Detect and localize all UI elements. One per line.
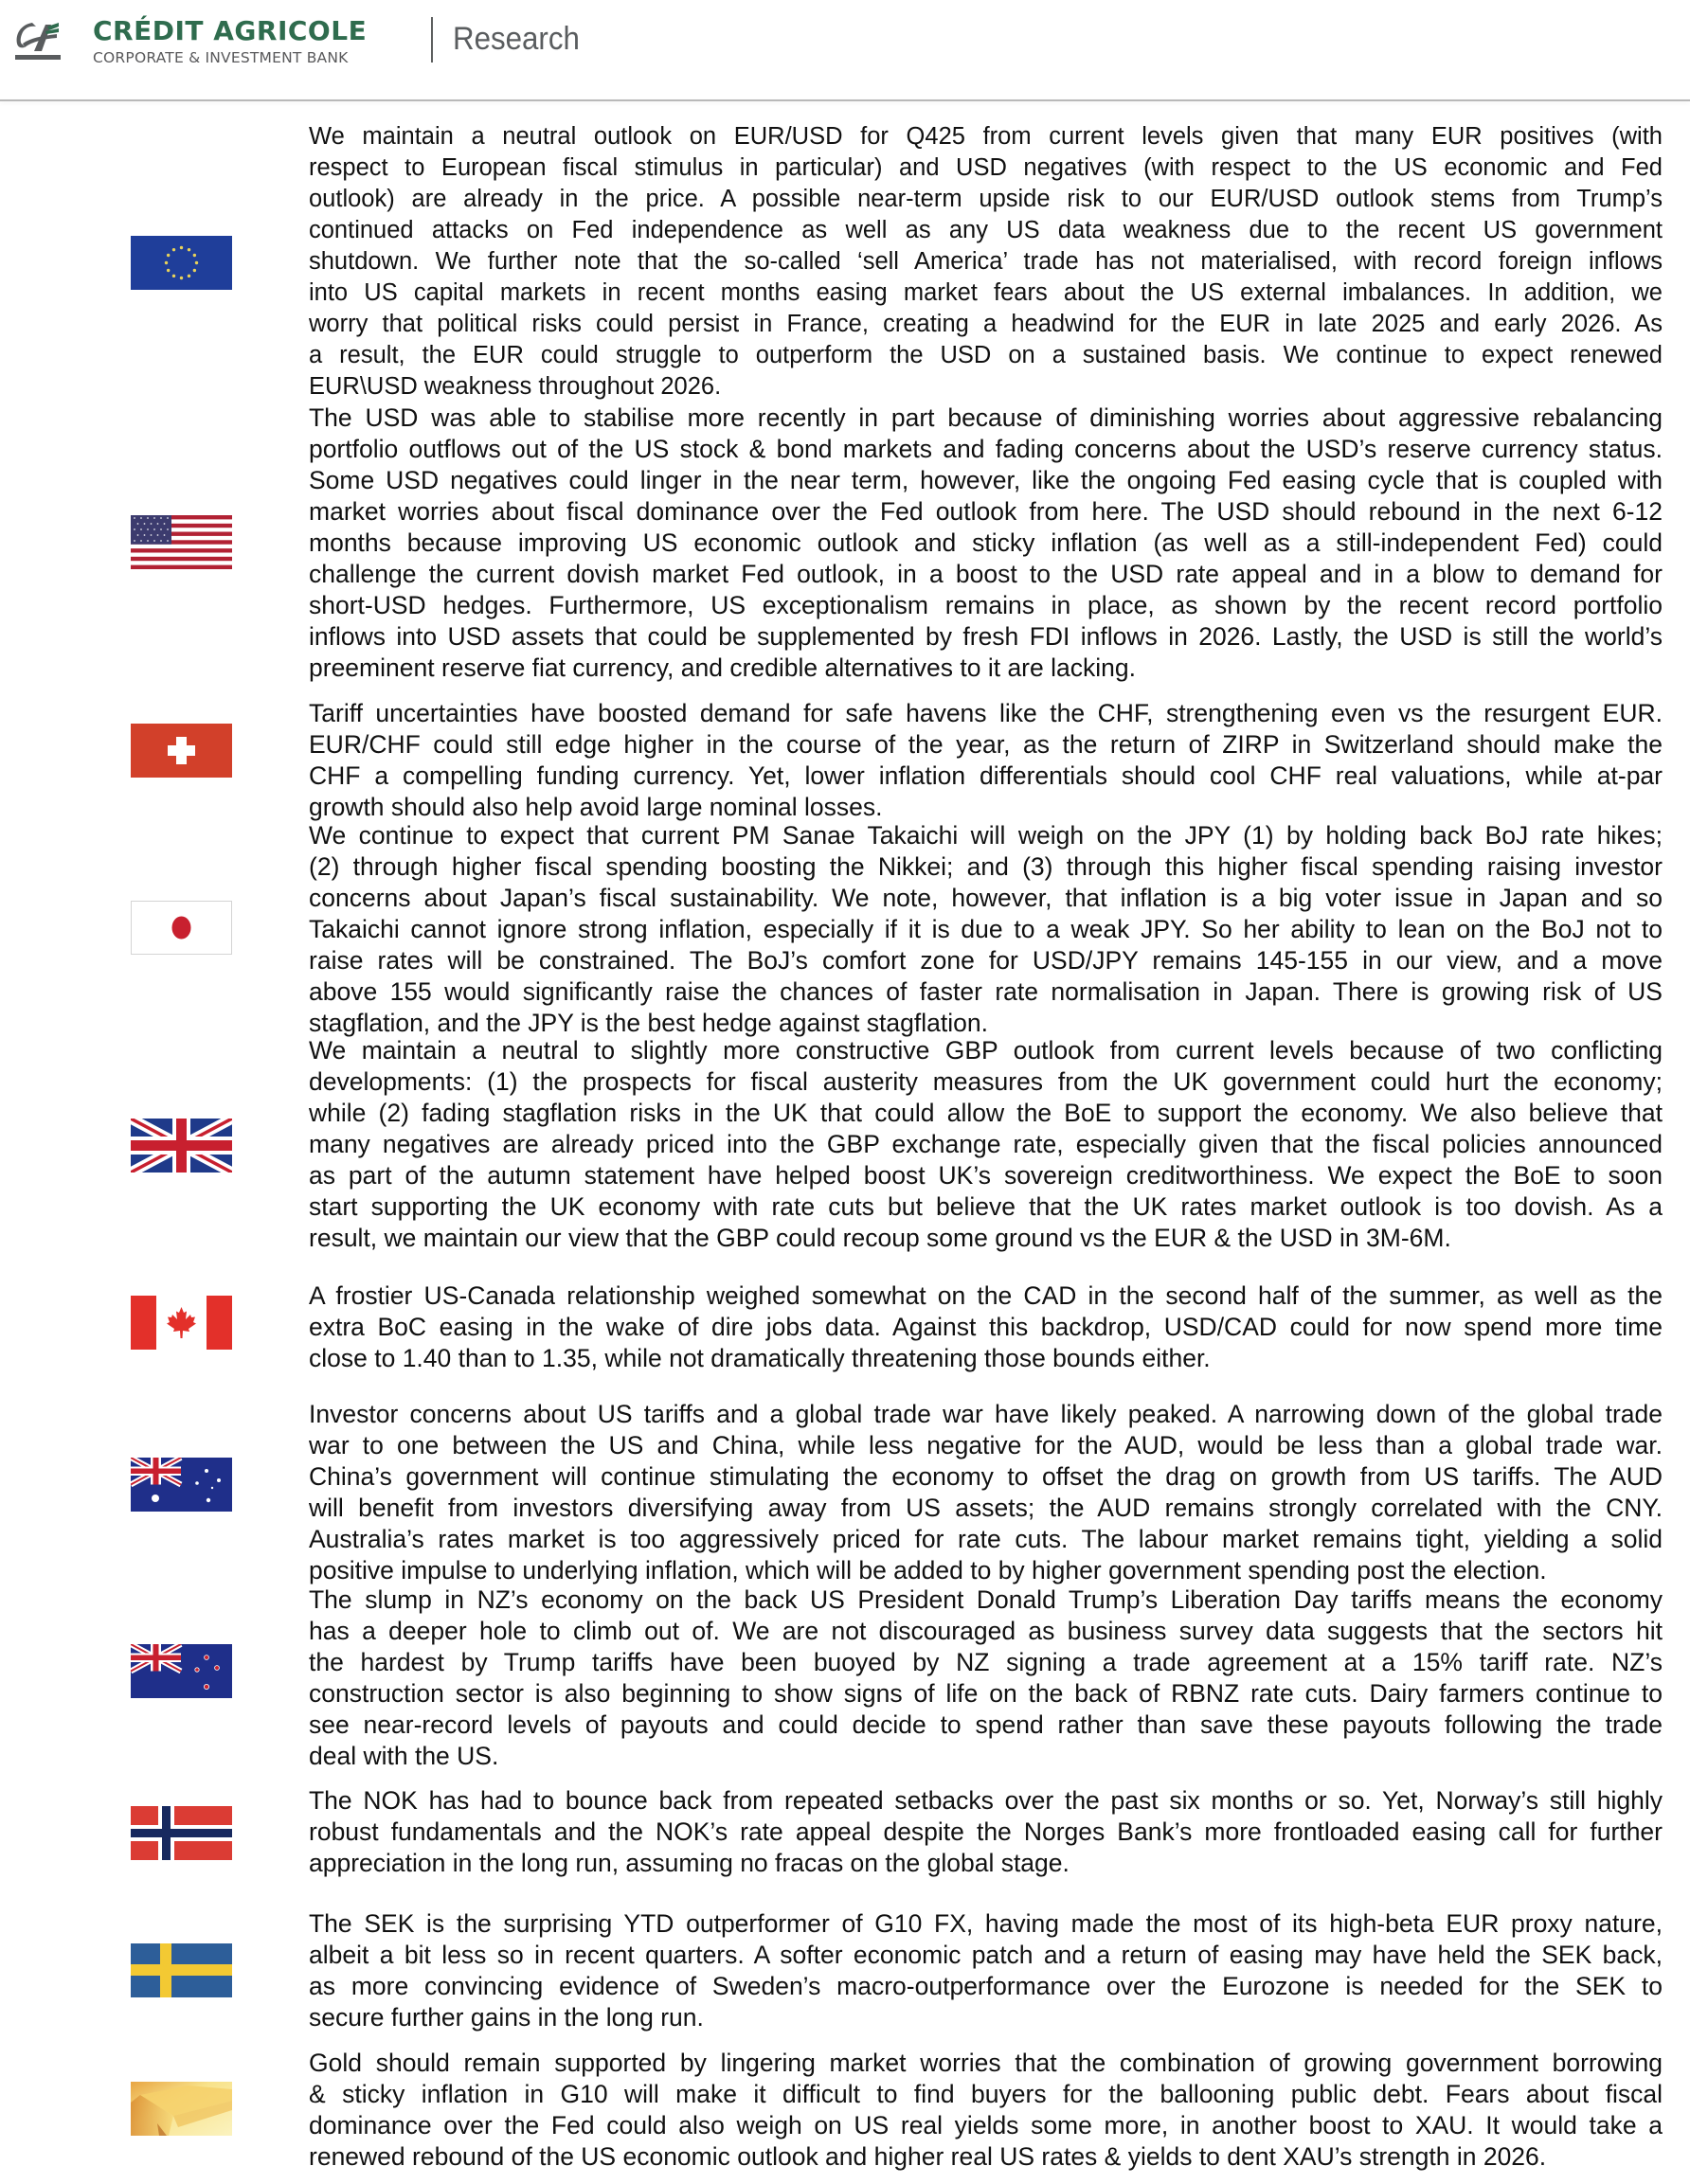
paragraph-line [309, 1848, 1663, 1879]
outlook-paragraph [309, 121, 1663, 403]
eu-star-icon [165, 261, 168, 264]
line-text: construction sector is also beginning to show signs of life on the back of RBNZ rate cuts. Dairy farmers continue to [309, 1679, 1663, 1708]
paragraph-line [309, 152, 1663, 184]
line-text: result, we maintain our view that the GBP could recoup some ground vs the EUR & the USD in 3M-6M. [309, 1224, 1451, 1252]
line-text: while (2) fading stagflation risks in the UK that could allow the BoE to support the economy. We also believe that [309, 1099, 1663, 1127]
paragraph-line [309, 434, 1663, 465]
line-text: albeit a bit less so in recent quarters. A softer economic patch and a return of easing may have held the SEK back, [309, 1941, 1663, 1969]
line-text: appreciation in the long run, assuming no fracas on the global stage. [309, 1849, 1070, 1877]
header-rule [0, 99, 1690, 101]
line-text: We maintain a neutral outlook on EUR/USD for Q425 from current levels given that many EUR positives (with [309, 123, 1663, 150]
paragraph-line [309, 465, 1663, 496]
line-text: The slump in NZ’s economy on the back US President Donald Trump’s Liberation Day tariffs means the economy [309, 1585, 1663, 1614]
paragraph-line [309, 1035, 1663, 1066]
line-text: respect to European fiscal stimulus in particular) and USD negatives (with respect to the US economic and Fed [309, 154, 1663, 181]
norway-flag-icon [131, 1806, 232, 1860]
credit-agricole-logo-icon [13, 19, 61, 63]
paragraph-line [309, 1741, 1663, 1772]
line-text: Investor concerns about US tariffs and a global trade war have likely peaked. A narrowing down of the global trade [309, 1400, 1663, 1428]
sweden-flag-icon [131, 1943, 232, 1997]
line-text: & sticky inflation in G10 will make it difficult to find buyers for the ballooning public debt. Fears about fiscal [309, 2080, 1663, 2108]
line-text: a result, the EUR could struggle to outperform the USD on a sustained basis. We continue to expect renewed [309, 342, 1663, 368]
brand-name: CRÉDIT AGRICOLE [93, 15, 368, 46]
line-text: dominance over the Fed could also weigh on US real yields some more, in another boost to XAU. It would take a [309, 2111, 1663, 2139]
paragraph-line [309, 1647, 1663, 1678]
paragraph-line [309, 1312, 1663, 1343]
paragraph-line [309, 653, 1663, 684]
line-text: portfolio outflows out of the US stock & bond markets and fading concerns about the USD’s reserve currency status. [309, 435, 1663, 463]
paragraph-line [309, 215, 1663, 246]
eu-star-icon [195, 261, 198, 264]
paragraph-line [309, 1343, 1663, 1374]
line-text: inflows into USD assets that could be supplemented by fresh FDI inflows in 2026. Lastly, the USD is still the world’s [309, 622, 1663, 651]
line-text: many negatives are already priced into the GBP exchange rate, especially given that the fiscal policies announced [309, 1130, 1663, 1158]
paragraph-line [309, 1524, 1663, 1555]
paragraph-line [309, 2048, 1663, 2079]
paragraph-line [309, 1280, 1663, 1312]
new-zealand-flag-icon [131, 1644, 232, 1698]
paragraph-line [309, 496, 1663, 528]
line-text: The SEK is the surprising YTD outperformer of G10 FX, having made the most of its high-beta EUR proxy nature, [309, 1909, 1663, 1938]
eu-star-icon [172, 248, 175, 251]
line-text: see near-record levels of payouts and could decide to spend rather than save these payouts following the trade [309, 1710, 1663, 1739]
page-header [0, 0, 1690, 100]
line-text: worry that political risks could persist in France, creating a headwind for the EUR in late 2025 and early 2026. As [309, 311, 1663, 337]
eu-flag-icon [131, 236, 232, 290]
line-text: outlook) are already in the price. A possible near-term upside risk to our EUR/USD outlook stems from Trump’s [309, 186, 1663, 212]
paragraph-line [309, 851, 1663, 883]
line-text: will benefit from investors diversifying away from US assets; the AUD remains strongly correlated with the CNY. [309, 1494, 1663, 1522]
line-text: has a deeper hole to climb out of. We are not discouraged as business survey data suggests that the sectors hit [309, 1617, 1663, 1645]
paragraph-line [309, 528, 1663, 559]
line-text: The NOK has had to bounce back from repeated setbacks over the past six months or so. Yet, Norway’s still highly [309, 1786, 1663, 1815]
swiss-flag-icon [131, 724, 232, 778]
paragraph-line [309, 729, 1663, 761]
line-text: close to 1.40 than to 1.35, while not dramatically threatening those bounds either. [309, 1344, 1211, 1372]
paragraph-line [309, 792, 1663, 823]
paragraph-line [309, 340, 1663, 371]
paragraph-line [309, 1710, 1663, 1741]
outlook-paragraph [309, 1399, 1663, 1586]
paragraph-line [309, 2141, 1663, 2173]
paragraph-line [309, 403, 1663, 434]
paragraph-line [309, 1678, 1663, 1710]
eu-star-icon [193, 269, 196, 272]
us-flag-icon [131, 515, 232, 569]
paragraph-line [309, 1160, 1663, 1191]
line-text: above 155 would significantly raise the chances of faster rate normalisation in Japan. There is growing risk of US [309, 977, 1663, 1006]
line-text: EUR/CHF could still edge higher in the course of the year, as the return of ZIRP in Switzerland should make the [309, 730, 1663, 759]
outlook-paragraph [309, 1584, 1663, 1772]
eu-star-icon [193, 254, 196, 257]
japan-flag-icon [131, 901, 232, 955]
line-text: robust fundamentals and the NOK’s rate appeal despite the Norges Bank’s more frontloaded easing call for further [309, 1817, 1663, 1846]
paragraph-line [309, 698, 1663, 729]
paragraph-line [309, 1066, 1663, 1098]
paragraph-line [309, 1461, 1663, 1493]
line-text: deal with the US. [309, 1742, 499, 1770]
outlook-paragraph [309, 1280, 1663, 1374]
outlook-paragraph [309, 403, 1663, 684]
line-text: into US capital markets in recent months easing market fears about the US external imbalances. In addition, we [309, 279, 1663, 306]
line-text: as part of the autumn statement have helped boost UK’s sovereign creditworthiness. We expect the BoE to soon [309, 1161, 1663, 1190]
eu-star-icon [188, 275, 190, 277]
paragraph-line [309, 1098, 1663, 1129]
paragraph-line [309, 1785, 1663, 1817]
line-text: stagflation, and the JPY is the best hedge against stagflation. [309, 1009, 988, 1037]
header-divider [431, 17, 433, 63]
outlook-paragraph [309, 820, 1663, 1039]
line-text: renewed rebound of the US economic outlook and higher real US rates & yields to dent XAU’s strength in 2026. [309, 2142, 1547, 2171]
line-text: preeminent reserve fiat currency, and credible alternatives to it are lacking. [309, 653, 1136, 682]
line-text: EUR\USD weakness throughout 2026. [309, 373, 722, 400]
paragraph-line [309, 1555, 1663, 1586]
eu-star-icon [180, 277, 183, 279]
line-text: continued attacks on Fed independence as well as any US data weakness due to the recent US government [309, 217, 1663, 243]
paragraph-line [309, 1971, 1663, 2002]
outlook-paragraph [309, 1035, 1663, 1254]
paragraph-line [309, 976, 1663, 1008]
paragraph-line [309, 246, 1663, 277]
canada-flag-icon [131, 1296, 232, 1350]
paragraph-line [309, 1191, 1663, 1223]
line-text: as more convincing evidence of Sweden’s macro-outperformance over the Eurozone is needed for the SEK to [309, 1972, 1663, 2000]
paragraph-line [309, 1129, 1663, 1160]
line-text: China’s government will continue stimulating the economy to offset the drag on growth from US tariffs. The AUD [309, 1462, 1663, 1491]
paragraph-line [309, 820, 1663, 851]
line-text: (2) through higher fiscal spending boosting the Nikkei; and (3) through this higher fiscal spending raising investor [309, 852, 1663, 881]
uk-flag-icon [131, 1119, 232, 1173]
eu-star-icon [172, 275, 175, 277]
brand-subtitle: CORPORATE & INVESTMENT BANK [93, 49, 349, 66]
line-text: growth should also help avoid large nominal losses. [309, 793, 883, 821]
paragraph-line [309, 1584, 1663, 1616]
outlook-paragraph [309, 1785, 1663, 1879]
line-text: Gold should remain supported by lingering market worries that the combination of growing government borrowing [309, 2049, 1663, 2077]
outlook-paragraph [309, 1908, 1663, 2033]
line-text: shutdown. We further note that the so-called ‘sell America’ trade has not materialised, with record foreign inflows [309, 248, 1663, 275]
line-text: secure further gains in the long run. [309, 2003, 704, 2032]
australia-flag-icon [131, 1458, 232, 1512]
paragraph-line [309, 883, 1663, 914]
eu-star-icon [167, 254, 170, 257]
line-text: the hardest by Trump tariffs have been buoyed by NZ signing a trade agreement at a 15% tariff rate. NZ’s [309, 1648, 1663, 1676]
line-text: A frostier US-Canada relationship weighed somewhat on the CAD in the second half of the summer, as well as the [309, 1281, 1663, 1310]
gold-bars-icon [131, 2082, 232, 2136]
line-text: Australia’s rates market is too aggressively priced for rate cuts. The labour market remains tight, yielding a solid [309, 1525, 1663, 1553]
paragraph-line [309, 590, 1663, 621]
paragraph-line [309, 277, 1663, 309]
paragraph-line [309, 945, 1663, 976]
section-title: Research [453, 21, 580, 57]
line-text: short-USD hedges. Furthermore, US exceptionalism remains in place, as shown by the recent record portfolio [309, 591, 1663, 619]
paragraph-line [309, 559, 1663, 590]
line-text: developments: (1) the prospects for fiscal austerity measures from the UK government could hurt the economy; [309, 1067, 1663, 1096]
line-text: We continue to expect that current PM Sanae Takaichi will weigh on the JPY (1) by holding back BoJ rate hikes; [309, 821, 1663, 850]
line-text: war to one between the US and China, while less negative for the AUD, would be less than a global trade war. [309, 1431, 1663, 1459]
line-text: start supporting the UK economy with rate cuts but believe that the UK rates market outlook is too dovish. As a [309, 1192, 1663, 1221]
paragraph-line [309, 1616, 1663, 1647]
paragraph-line [309, 1430, 1663, 1461]
line-text: months because improving US economic outlook and sticky inflation (as well as a still-independent Fed) could [309, 528, 1663, 557]
paragraph-line [309, 184, 1663, 215]
line-text: challenge the current dovish market Fed outlook, in a boost to the USD rate appeal and in a blow to demand for [309, 560, 1663, 588]
paragraph-line [309, 761, 1663, 792]
paragraph-line [309, 1223, 1663, 1254]
paragraph-line [309, 2079, 1663, 2110]
paragraph-line [309, 371, 1663, 403]
eu-star-icon [188, 248, 190, 251]
line-text: positive impulse to underlying inflation, which will be added to by higher government spending post the election. [309, 1556, 1547, 1584]
eu-star-icon [180, 246, 183, 249]
paragraph-line [309, 1493, 1663, 1524]
eu-star-icon [167, 269, 170, 272]
outlook-paragraph [309, 698, 1663, 823]
paragraph-line [309, 309, 1663, 340]
paragraph-line [309, 2110, 1663, 2141]
paragraph-line [309, 1817, 1663, 1848]
paragraph-line [309, 1399, 1663, 1430]
line-text: concerns about Japan’s fiscal sustainability. We note, however, that inflation is a big voter issue in Japan and so [309, 884, 1663, 912]
paragraph-line [309, 1940, 1663, 1971]
line-text: extra BoC easing in the wake of dire jobs data. Against this backdrop, USD/CAD could for now spend more time [309, 1313, 1663, 1341]
paragraph-line [309, 121, 1663, 152]
line-text: Takaichi cannot ignore strong inflation, especially if it is due to a weak JPY. So her ability to lean on the BoJ not to [309, 915, 1663, 943]
outlook-paragraph [309, 2048, 1663, 2173]
paragraph-line [309, 621, 1663, 653]
line-text: We maintain a neutral to slightly more constructive GBP outlook from current levels because of two conflicting [309, 1036, 1663, 1065]
line-text: raise rates will be constrained. The BoJ’s comfort zone for USD/JPY remains 145-155 in our view, and a move [309, 946, 1663, 975]
line-text: CHF a compelling funding currency. Yet, lower inflation differentials should cool CHF real valuations, while at-par [309, 761, 1663, 790]
line-text: Some USD negatives could linger in the near term, however, like the ongoing Fed easing cycle that is coupled with [309, 466, 1663, 494]
paragraph-line [309, 2002, 1663, 2033]
paragraph-line [309, 914, 1663, 945]
paragraph-line [309, 1908, 1663, 1940]
line-text: market worries about fiscal dominance over the Fed outlook from here. The USD should rebound in the next 6-12 [309, 497, 1663, 526]
line-text: The USD was able to stabilise more recently in part because of diminishing worries about aggressive rebalancing [309, 403, 1663, 432]
line-text: Tariff uncertainties have boosted demand for safe havens like the CHF, strengthening even vs the resurgent EUR. [309, 699, 1663, 727]
